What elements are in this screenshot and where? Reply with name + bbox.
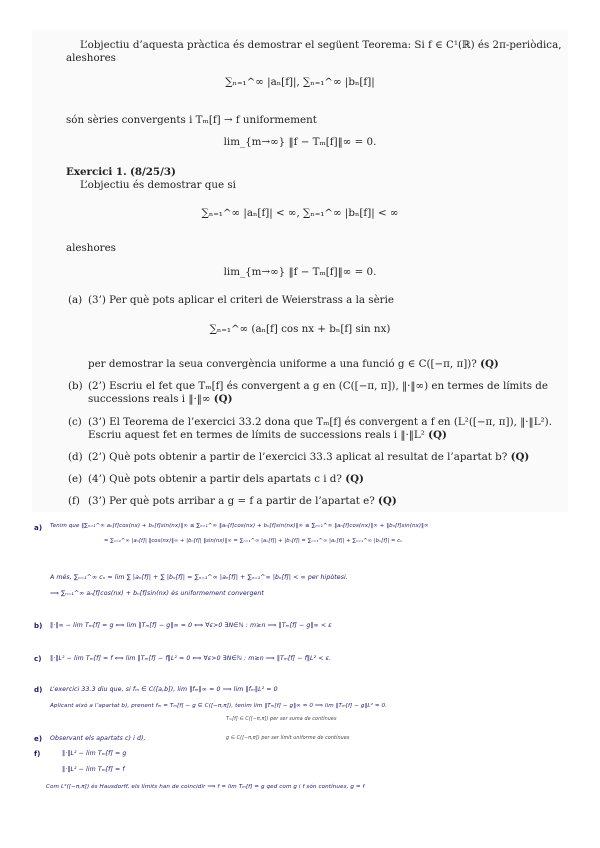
item-b-text: (2’) Escriu el fet que Tₘ[f] és convergent a g en (C([−π, π]), ‖·‖∞) en termes de límits de	[88, 380, 548, 392]
q-mark: (Q)	[428, 429, 447, 441]
answer-a-line-2: = ∑ₙ₌₁^∞ |aₙ[f]| ‖cos(nx)‖∞ + |bₙ[f]| ‖sin(nx)‖∞ = ∑ₙ₌₁^∞ |aₙ[f]| + |bₙ[f]| = ∑ₙ₌₁^∞ |aₙ[f]| + ∑ₙ₌₁^∞ |bₙ[f]| = cₙ	[104, 538, 403, 544]
equation-weierstrass: ∑ₙ₌₁^∞ (aₙ[f] cos nx + bₙ[f] sin nx)	[209, 323, 391, 335]
equation-series: ∑ₙ₌₁^∞ |aₙ[f]|, ∑ₙ₌₁^∞ |bₙ[f]|	[225, 76, 375, 88]
answer-f-line-3: Com L²([−π,π]) és Hausdorff, els límits han de coincidir ⟹ f = lim Tₘ[f] = g qed com g i f són contínues, g = f	[46, 784, 365, 790]
item-f-label: (f)	[68, 495, 80, 507]
item-c-text: (3’) El Teorema de l’exercici 33.2 dona que Tₘ[f] és convergent a f en (L²([−π, π]), ‖·‖L²).	[88, 416, 552, 428]
item-e-label: (e)	[68, 473, 83, 485]
equation-condition: ∑ₙ₌₁^∞ |aₙ[f]| < ∞, ∑ₙ₌₁^∞ |bₙ[f]| < ∞	[201, 207, 399, 219]
item-c-text-2: Escriu aquest fet en termes de límits de successions reals i ‖·‖L² (Q)	[88, 429, 447, 441]
answer-a-label: a)	[34, 524, 43, 532]
answer-f-line-1: ‖·‖L² − lim Tₘ[f] = g	[62, 750, 127, 757]
item-f-text: (3’) Per què pots arribar a g = f a partir de l’apartat e? (Q)	[88, 495, 397, 507]
answer-a-line-4: ⟹ ∑ₙ₌₁^∞ aₙ[f]cos(nx) + bₙ[f]sin(nx) és uniformement convergent	[50, 590, 264, 597]
equation-limit: lim_{m→∞} ‖f − Tₘ[f]‖∞ = 0.	[223, 136, 377, 148]
item-d-text: (2’) Què pots obtenir a partir de l’exercici 33.3 aplicat al resultat de l’apartat b? (Q)	[88, 451, 530, 463]
answer-e-label: e)	[34, 735, 43, 743]
q-mark: (Q)	[345, 473, 364, 485]
item-a-text: (3’) Per què pots aplicar el criteri de Weierstrass a la sèrie	[88, 294, 394, 306]
q-mark: (Q)	[213, 393, 233, 405]
answer-f-label: f)	[34, 750, 41, 758]
item-a-label: (a)	[68, 294, 83, 306]
answer-d-line-2: Aplicant això a l’apartat b), prenent fₘ = Tₘ[f] − g ∈ C([−π,π]), tenim lim ‖Tₘ[f] − g‖∞ = 0 ⟹ lim ‖Tₘ[f] − g‖L² = 0.	[50, 703, 388, 709]
exercise-then: aleshores	[66, 242, 116, 254]
item-a-text-2: per demostrar la seua convergència uniforme a una funció g ∈ C([−π, π])? (Q)	[88, 358, 499, 370]
answer-a-line-3: A més, ∑ₙ₌₁^∞ cₙ = lim ∑ |aₙ[f]| + ∑ |bₙ[f]| = ∑ₙ₌₁^∞ |aₙ[f]| + ∑ₙ₌₁^∞ |bₙ[f]| < ∞ per hipòtesi.	[50, 574, 348, 581]
answer-b-label: b)	[34, 622, 43, 630]
answer-b-line: ‖·‖∞ − lim Tₘ[f] = g ⟺ lim ‖Tₘ[f] − g‖∞ = 0 ⟺ ∀ε>0 ∃N∈ℕ : m≥n ⟹ ‖Tₘ[f] − g‖∞ < ε	[50, 622, 332, 629]
intro-line-3: són sèries convergents i Tₘ[f] → f uniformement	[66, 114, 317, 126]
answer-c-label: c)	[34, 655, 42, 663]
item-c-label: (c)	[68, 416, 82, 428]
item-b-text-2: successions reals i ‖·‖∞ (Q)	[88, 393, 233, 405]
exercise-meta: (8/25/3)	[129, 166, 176, 178]
exercise-heading	[66, 166, 176, 179]
printed-exercise-sheet	[32, 30, 568, 512]
answer-c-line: ‖·‖L² − lim Tₘ[f] = f ⟺ lim ‖Tₘ[f] − f‖L² = 0 ⟺ ∀ε>0 ∃N∈ℕ : m≥n ⟹ ‖Tₘ[f] − f‖L² < ε.	[50, 655, 332, 662]
answer-d-label: d)	[34, 686, 43, 694]
q-mark: (Q)	[510, 451, 530, 463]
item-e-text: (4’) Què pots obtenir a partir dels apartats c i d? (Q)	[88, 473, 364, 485]
equation-limit-2: lim_{m→∞} ‖f − Tₘ[f]‖∞ = 0.	[223, 266, 377, 278]
answer-e-line: Observant els apartats c) i d),	[50, 735, 146, 742]
answer-d-note-1: Tₘ[f] ∈ C([−π,π]) per ser suma de contínues	[226, 717, 337, 722]
exercise-title: Exercici 1.	[66, 166, 127, 178]
answer-f-line-2: ‖·‖L² − lim Tₘ[f] = f	[62, 766, 125, 773]
answer-d-note-2: g ∈ C([−π,π]) per ser límit uniforme de contínues	[226, 736, 350, 741]
q-mark: (Q)	[378, 495, 397, 507]
item-b-label: (b)	[68, 380, 83, 392]
item-d-label: (d)	[68, 451, 83, 463]
q-mark: (Q)	[480, 358, 499, 370]
answer-a-line-1: Tenim que ‖∑ₙ₌₁^∞ aₙ[f]cos(nx) + bₙ[f]sin(nx)‖∞ ≤ ∑ₙ₌₁^∞ ‖aₙ[f]cos(nx) + bₙ[f]sin(nx)‖∞ ≤ ∑ₙ₌₁^∞ ‖aₙ[f]cos(nx)‖∞ + ‖bₙ[f]sin(nx)‖∞	[50, 523, 429, 529]
exercise-intro: L’objectiu és demostrar que si	[80, 179, 236, 191]
intro-line-2: aleshores	[66, 52, 116, 64]
intro-line-1: L’objectiu d’aquesta pràctica és demostrar el següent Teorema: Si f ∈ C¹(ℝ) és 2π-periòdica,	[80, 39, 562, 51]
answer-d-line-1: L’exercici 33.3 diu que, si fₘ ∈ C([a,b]), lim ‖fₘ‖∞ = 0 ⟹ lim ‖fₘ‖L² = 0	[50, 686, 278, 693]
